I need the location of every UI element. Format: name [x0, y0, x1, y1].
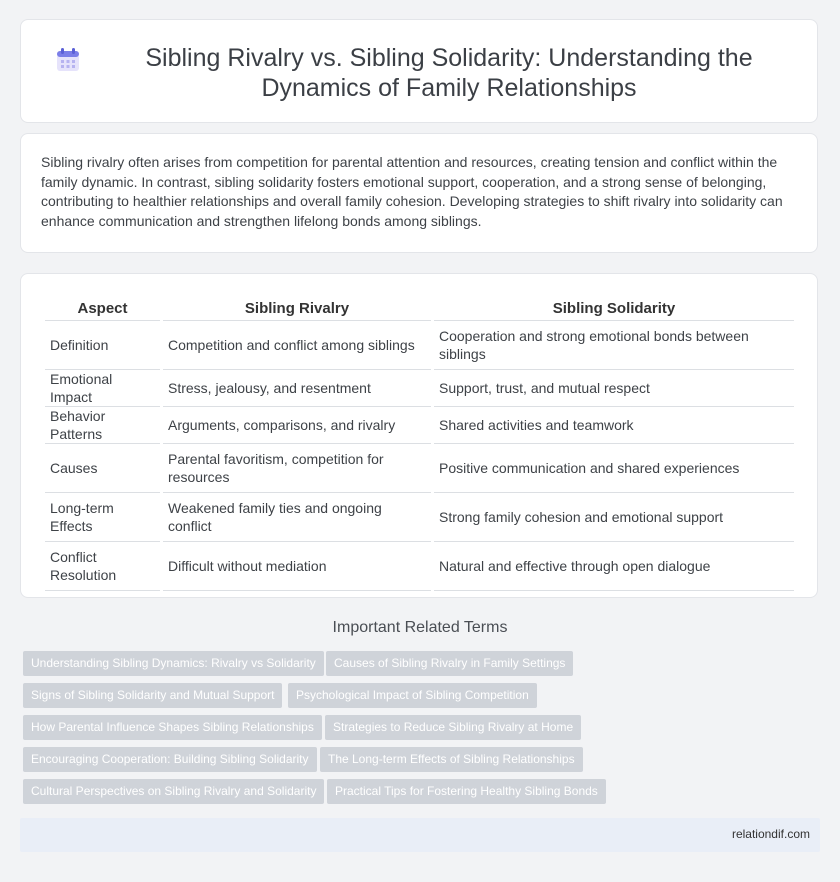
- column-header-aspect: Aspect: [45, 296, 160, 321]
- comparison-table: [42, 296, 797, 591]
- table-row: [45, 444, 794, 493]
- site-name[interactable]: relationdif.com: [731, 827, 810, 841]
- related-terms-title: Important Related Terms: [332, 619, 508, 636]
- column-header-rivalry: Sibling Rivalry: [163, 296, 431, 321]
- footer: [20, 818, 820, 852]
- related-term-tag[interactable]: Encouraging Cooperation: Building Sibling Solidarity: [23, 747, 317, 772]
- cell-aspect: Emotional Impact: [45, 370, 160, 407]
- cell-rivalry: Arguments, comparisons, and rivalry: [163, 407, 431, 444]
- table-row: [45, 542, 794, 591]
- cell-solidarity: Natural and effective through open dialogue: [434, 542, 794, 591]
- related-term-tag[interactable]: How Parental Influence Shapes Sibling Relationships: [23, 715, 322, 740]
- intro-text: Sibling rivalry often arises from competition for parental attention and resources, creating tension and conflict within the family dynamic. In contrast, sibling solidarity fosters emotional support, cooperation, and a strong sense of belonging, contributing to healthier relationships and overall family cohesion. Developing strategies to shift rivalry into solidarity can enhance communication and strengthen lifelong bonds among siblings.: [41, 154, 783, 229]
- column-header-solidarity: Sibling Solidarity: [434, 296, 794, 321]
- cell-aspect: Behavior Patterns: [45, 407, 160, 444]
- related-term-tag[interactable]: Signs of Sibling Solidarity and Mutual Support: [23, 683, 282, 708]
- cell-aspect: Long-term Effects: [45, 493, 160, 542]
- cell-aspect: Causes: [45, 444, 160, 493]
- related-term-tag[interactable]: Understanding Sibling Dynamics: Rivalry vs Solidarity: [23, 651, 324, 676]
- table-row: [45, 493, 794, 542]
- cell-rivalry: Difficult without mediation: [163, 542, 431, 591]
- cell-rivalry: Weakened family ties and ongoing conflict: [163, 493, 431, 542]
- cell-rivalry: Parental favoritism, competition for resources: [163, 444, 431, 493]
- related-term-tag[interactable]: Cultural Perspectives on Sibling Rivalry and Solidarity: [23, 779, 324, 804]
- cell-aspect: Definition: [45, 321, 160, 370]
- table-row: [45, 370, 794, 407]
- intro-card: [20, 133, 818, 253]
- cell-aspect: Conflict Resolution: [45, 542, 160, 591]
- table-row: [45, 321, 794, 370]
- related-term-tag[interactable]: The Long-term Effects of Sibling Relationships: [320, 747, 583, 772]
- cell-solidarity: Positive communication and shared experiences: [434, 444, 794, 493]
- cell-solidarity: Support, trust, and mutual respect: [434, 370, 794, 407]
- related-term-tag[interactable]: Practical Tips for Fostering Healthy Sibling Bonds: [327, 779, 606, 804]
- calendar-icon: [55, 47, 81, 73]
- related-term-tag[interactable]: Causes of Sibling Rivalry in Family Settings: [326, 651, 573, 676]
- header-card: [20, 19, 818, 123]
- cell-solidarity: Cooperation and strong emotional bonds between siblings: [434, 321, 794, 370]
- table-row: [45, 407, 794, 444]
- page-title: Sibling Rivalry vs. Sibling Solidarity: Understanding the Dynamics of Family Relationships: [145, 44, 753, 102]
- comparison-card: [20, 273, 818, 598]
- cell-rivalry: Stress, jealousy, and resentment: [163, 370, 431, 407]
- related-term-tag[interactable]: Psychological Impact of Sibling Competition: [288, 683, 537, 708]
- related-term-tag[interactable]: Strategies to Reduce Sibling Rivalry at Home: [325, 715, 581, 740]
- cell-rivalry: Competition and conflict among siblings: [163, 321, 431, 370]
- cell-solidarity: Shared activities and teamwork: [434, 407, 794, 444]
- cell-solidarity: Strong family cohesion and emotional support: [434, 493, 794, 542]
